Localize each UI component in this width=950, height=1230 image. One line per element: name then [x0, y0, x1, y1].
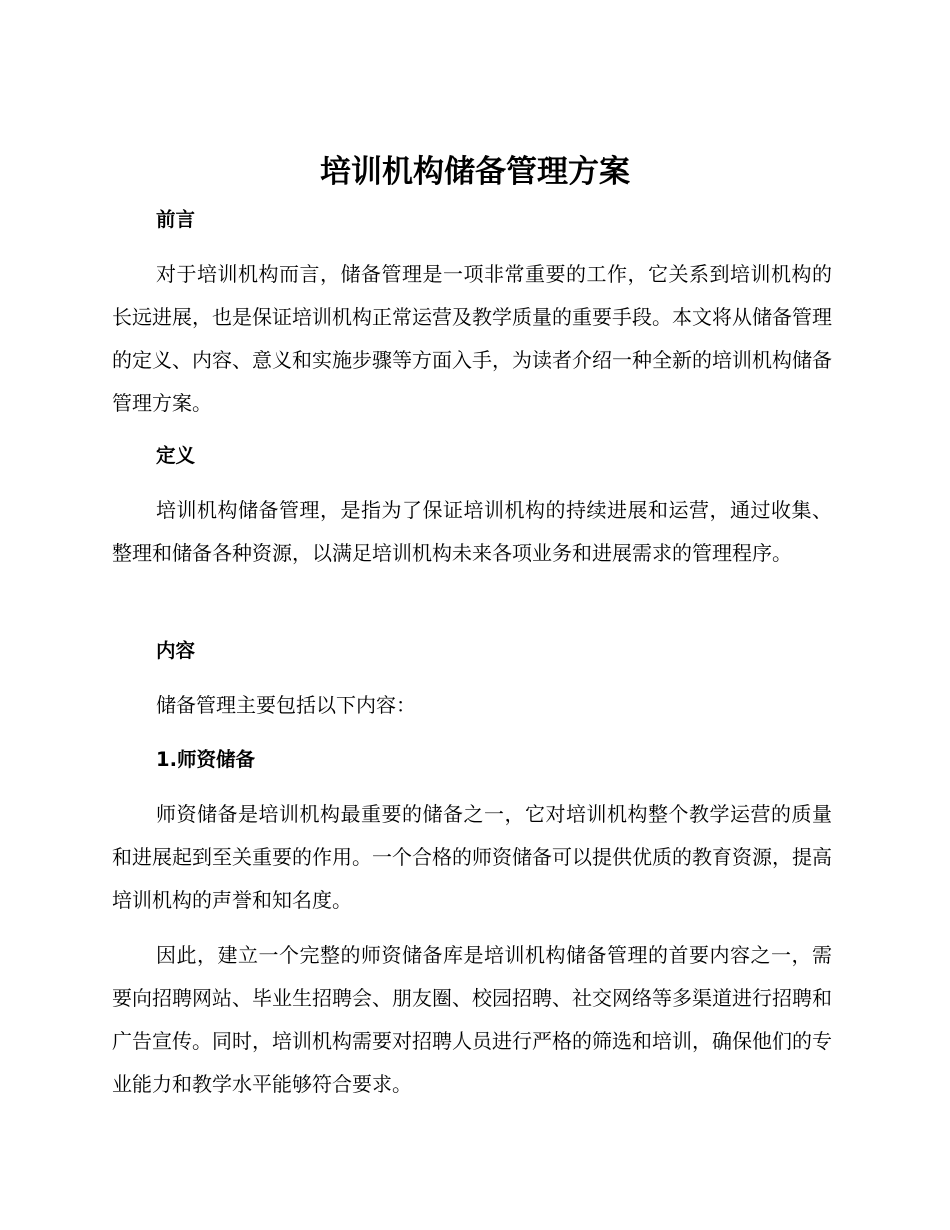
heading-preface: 前言 [156, 208, 196, 231]
paragraph-teacher-reserve-1: 师资储备是培训机构最重要的储备之一，它对培训机构整个教学运营的质量和进展起到至关重要的作用。一个合格的师资储备可以提供优质的教育资源，提高培训机构的声誉和知名度。 [112, 802, 832, 912]
paragraph-preface: 对于培训机构而言，储备管理是一项非常重要的工作，它关系到培训机构的长远进展，也是保证培训机构正常运营及教学质量的重要手段。本文将从储备管理的定义、内容、意义和实施步骤等方面入手，为读者介绍一种全新的培训机构储备管理方案。 [112, 262, 832, 415]
paragraph-content-intro: 储备管理主要包括以下内容： [156, 693, 416, 717]
paragraph-definition: 培训机构储备管理，是指为了保证培训机构的持续进展和运营，通过收集、整理和储备各种资源，以满足培训机构未来各项业务和进展需求的管理程序。 [112, 498, 832, 565]
heading-definition: 定义 [156, 444, 196, 467]
page-title: 培训机构储备管理方案 [320, 154, 630, 190]
heading-content: 内容 [156, 639, 196, 662]
paragraph-teacher-reserve-2: 因此，建立一个完整的师资储备库是培训机构储备管理的首要内容之一，需要向招聘网站、毕业生招聘会、朋友圈、校园招聘、社交网络等多渠道进行招聘和广告宣传。同时，培训机构需要对招聘人员进行严格的筛选和培训，确保他们的专业能力和教学水平能够符合要求。 [112, 943, 832, 1096]
heading-teacher-reserve: 1.师资储备 [156, 748, 255, 771]
